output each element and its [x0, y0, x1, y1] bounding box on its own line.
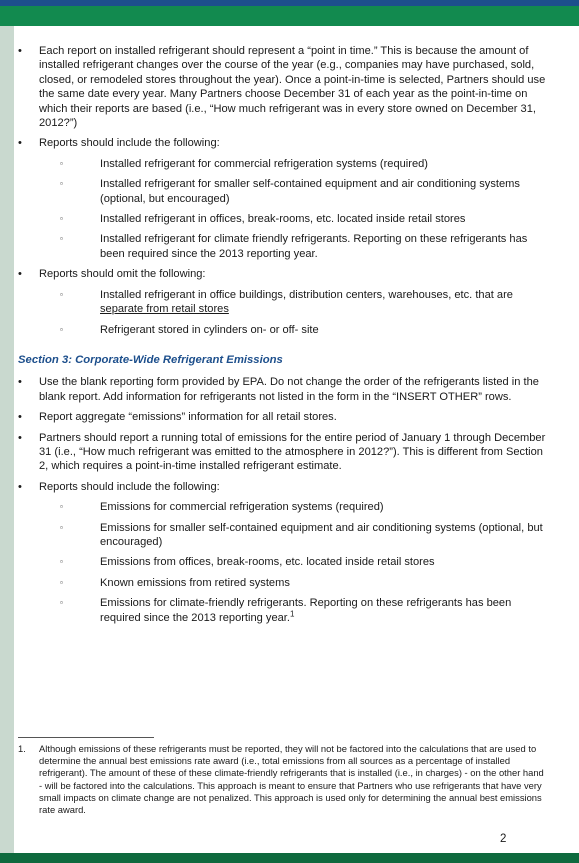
- bullet-icon: •: [18, 268, 22, 281]
- bullet-icon: •: [18, 45, 22, 57]
- footnote-reference[interactable]: 1: [289, 608, 295, 618]
- list-item: [18, 431, 548, 474]
- sub-list-item: [18, 177, 548, 206]
- bullet-text: Each report on installed refrigerant should represent a “point in time.” This is because the amount of installed refrigerant changes over the course of the year (e.g., companies may have purchased, sold, closed, or remodeled stores throughout the year). Once a point-in-time is selected, Partners should use the same date every year. Many Partners choose December 31 of each year as the point-in-time on which their reports are based (i.e., “How much refrigerant was in every store owned on December 31, 2012?”): [39, 45, 546, 130]
- list-item: [18, 44, 548, 130]
- footnote: [18, 743, 548, 816]
- bullet-icon: •: [18, 480, 22, 493]
- list-item: [18, 136, 548, 150]
- bullet-text: Partners should report a running total of emissions for the entire period of January 1 through December 31 (i.e., “How much refrigerant was emitted to the atmosphere in 2012?”). This is different from Section 2, which requires a point-in-time installed refrigerant estimate.: [39, 431, 546, 473]
- bullet-icon: •: [18, 376, 22, 389]
- bullet-text: Use the blank reporting form provided by EPA. Do not change the order of the refrigerants listed in the blank report. Add information for refrigerants not listed in the form in the “INSERT OTHER” rows.: [39, 376, 539, 403]
- bullet-icon: •: [18, 137, 22, 150]
- square-bullet-icon: ▫: [60, 158, 63, 168]
- sub-list-item: [18, 232, 548, 261]
- footnote-text: Although emissions of these refrigerants must be reported, they will not be factored into the calculations that are used to determine the annual best emissions rate award (i.e., total emissions from all sources as a percentage of installed refrigerant). The amount of these of these climate-friendly refrigerants that is installed (i.e., in charges) - on the other hand - will be factored into the calculations. This approach is meant to ensure that Partners who use refrigerants that have very small impacts on climate change are not penalized. This approach is used only for determining the annual best emissions rate award.: [39, 743, 544, 816]
- underlined-text: separate from retail stores: [100, 303, 229, 316]
- sub-list-item: [18, 288, 548, 317]
- sub-list-item: [18, 555, 548, 569]
- sub-list-item: [18, 157, 548, 171]
- footnote-number: 1.: [18, 743, 26, 754]
- sub-bullet-text: Emissions for smaller self-contained equipment and air conditioning systems (optional, but encouraged): [100, 521, 543, 548]
- bullet-icon: •: [18, 431, 22, 444]
- sub-bullet-text: Installed refrigerant in office buildings, distribution centers, warehouses, etc. that are: [100, 288, 513, 301]
- sub-bullet-text: Installed refrigerant for smaller self-contained equipment and air conditioning systems (optional, but encouraged): [100, 178, 520, 205]
- sub-bullet-text: Refrigerant stored in cylinders on- or off- site: [100, 323, 319, 336]
- sub-bullet-text: Installed refrigerant for climate friendly refrigerants. Reporting on these refrigerants has been required since the 2013 reporting year.: [100, 233, 528, 260]
- sub-list-item: [18, 576, 548, 590]
- sub-list-item: [18, 323, 548, 337]
- square-bullet-icon: ▫: [60, 214, 63, 224]
- square-bullet-icon: ▫: [60, 179, 63, 189]
- bullet-icon: •: [18, 411, 22, 424]
- bullet-text: Reports should include the following:: [39, 480, 220, 493]
- bullet-text: Reports should include the following:: [39, 137, 220, 150]
- bullet-text: Reports should omit the following:: [39, 268, 206, 281]
- square-bullet-icon: ▫: [60, 557, 63, 567]
- section-heading: Section 3: Corporate-Wide Refrigerant Emissions: [18, 353, 283, 366]
- sub-list-item: [18, 596, 548, 625]
- sub-bullet-text: Emissions from offices, break-rooms, etc. located inside retail stores: [100, 556, 435, 569]
- square-bullet-icon: ▫: [60, 234, 63, 244]
- sub-bullet-text: Emissions for climate-friendly refrigerants. Reporting on these refrigerants has been required since the 2013 reporting year.: [100, 597, 512, 624]
- sub-list-item: [18, 212, 548, 226]
- sub-bullet-text: Installed refrigerant for commercial refrigeration systems (required): [100, 157, 428, 170]
- list-item: [18, 267, 548, 281]
- footnote-separator: [18, 737, 154, 738]
- square-bullet-icon: ▫: [60, 577, 63, 587]
- square-bullet-icon: ▫: [60, 598, 63, 608]
- sub-bullet-text: Emissions for commercial refrigeration systems (required): [100, 501, 384, 514]
- header-green-bar: [0, 6, 579, 26]
- bullet-text: Report aggregate “emissions” information for all retail stores.: [39, 411, 337, 424]
- document-body: [18, 44, 548, 631]
- square-bullet-icon: ▫: [60, 522, 63, 532]
- square-bullet-icon: ▫: [60, 289, 63, 299]
- square-bullet-icon: ▫: [60, 324, 63, 334]
- sub-bullet-text: Installed refrigerant in offices, break-rooms, etc. located inside retail stores: [100, 213, 466, 226]
- sub-list-item: [18, 521, 548, 550]
- list-item: [18, 375, 548, 404]
- list-item: [18, 480, 548, 494]
- sub-list-item: [18, 500, 548, 514]
- page-number: 2: [500, 833, 507, 845]
- square-bullet-icon: ▫: [60, 502, 63, 512]
- footer-green-bar: [0, 853, 579, 863]
- left-margin-rail: [0, 26, 14, 854]
- sub-bullet-text: Known emissions from retired systems: [100, 576, 290, 589]
- list-item: [18, 410, 548, 424]
